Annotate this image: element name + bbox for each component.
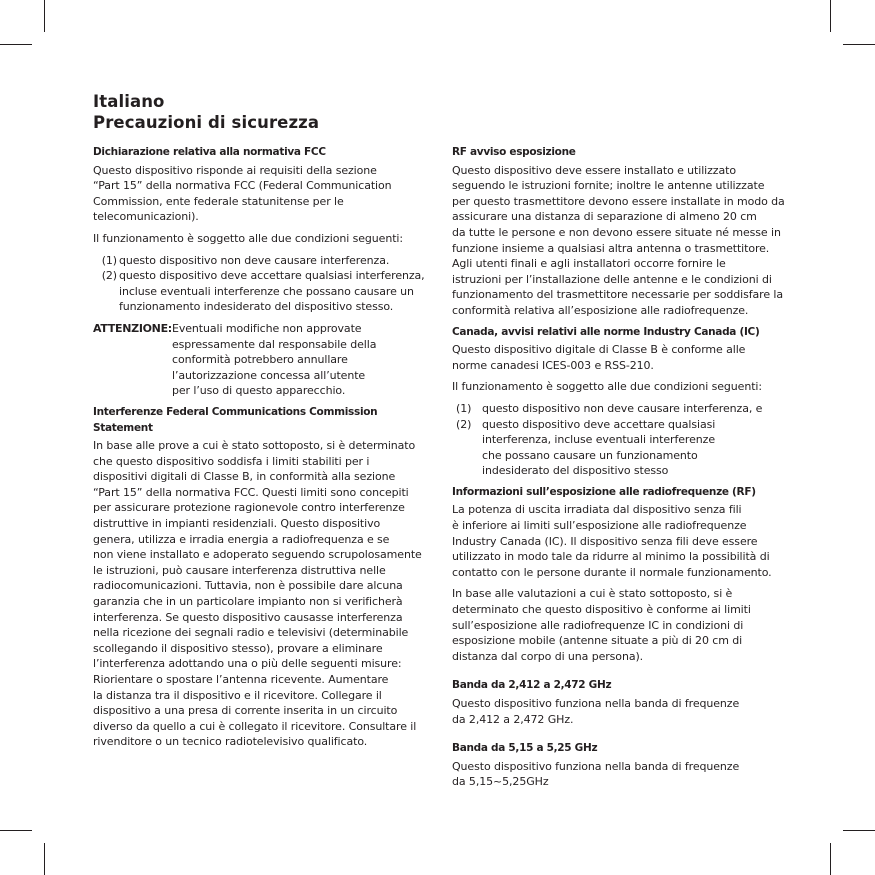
crop-mark xyxy=(843,44,875,45)
section-heading: Precauzioni di sicurezza xyxy=(93,113,320,132)
crop-mark xyxy=(830,843,831,875)
rf-paragraph: Questo dispositivo deve essere installato e utilizzato seguendo le istruzioni fornite; inoltre le antenne utilizzate per questo trasmettitore devono essere installate in modo da assicurare una distanza di separazione di almeno 20 cm da tutte le persone e non devono essere situate né messe in funzione insieme a qualsiasi altra antenna o trasmettitore. Agli utenti finali e agli installatori occorre fornire le istruzioni per l’installazione delle antenne e le condizioni di funzionamento del trasmettitore necessarie per soddisfare la conformità relativa all’esposizione alle radiofrequenze. xyxy=(452,163,785,317)
interference-paragraph: In base alle prove a cui è stato sottoposto, si è determinato che questo dispositivo soddisfa i limiti stabiliti per i dispositivi digitali di Classe B, in conformità alla sezione “Part 15” della normativa FCC. Questi limiti sono concepiti per assicurare protezione ragionevole contro interferenze distruttive in impianti residenziali. Questo dispositivo genera, utilizza e irradia energia a radiofrequenza e se non viene installato e adoperato seguendo scrupolosamente le istruzioni, può causare interferenza distruttiva nelle radiocomunicazioni. Tuttavia, non è possibile dare alcuna garanzia che in un particolare impianto non si verificherà interferenza. Se questo dispositivo causasse interferenza nella ricezione dei segnali radio e televisivi (determinabile scollegando il dispositivo stesso), provare a eliminare l’interferenza adottando una o più delle seguenti misure: Riorientare o spostare l’antenna ricevente. Aumentare la distanza tra il dispositivo e il ricevitore. Collegare il dispositivo a una presa di corrente inserita in un circuito diverso da quello a cui è collegato il ricevitore. Consultare il rivenditore o un tecnico radiotelevisivo qualificato. xyxy=(93,439,422,749)
fcc-paragraph: Questo dispositivo risponde ai requisiti della sezione “Part 15” della normativa FCC (Federal Communication Commission, ente federale statunitense per le telecomunicazioni). xyxy=(93,163,392,224)
crop-mark xyxy=(44,0,45,32)
left-column: Dichiarazione relativa alla normativa FCC Questo dispositivo risponde ai requisiti della sezione “Part 15” della normativa FCC (Federal Communication Commission, ente federale statunitense per le telecomunicazioni). Il funzionamento è soggetto alle due condizioni seguenti: (1) questo dispositivo non deve causare interferenza. (2) questo dispositivo deve accettare qualsiasi interferenza, incluse eventuali interferenze che possano causare un funzionamento indesiderato del dispositivo stesso. ATTENZIONE: Eventuali modifiche non approvate espressamente dal responsabile della conformità potrebbero annullare l’autorizzazione concessa all’utente per l’uso di questo apparecchio. Interferenze Federal Communications Commission Statement In base alle prove a cui è stato sottoposto, si è determinato che questo dispositivo soddisfa i limiti stabiliti per i dispositivi digitali di Classe B, in conformità alla sezione “Part 15” della normativa FCC. Questi limiti sono concepiti per assicurare protezione ragionevole contro interferenze distruttive in impianti residenziali. Questo dispositivo genera, utilizza e irradia energia a radiofrequenza e se non viene installato e adoperato seguendo scrupolosamente le istruzioni, può causare interferenza distruttiva nelle radiocomunicazioni. Tuttavia, non è possibile dare alcuna garanzia che in un particolare impianto non si verificherà interferenza. Se questo dispositivo causasse interferenza nella ricezione dei segnali radio e televisivi (determinabile scollegando il dispositivo stesso), provare a eliminare l’interferenza adottando una o più delle seguenti misure: Riorientare o spostare l’antenna ricevente. Aumentare la distanza tra il dispositivo e il ricevitore. Collegare il dispositivo a una presa di corrente inserita in un circuito diverso da quello a cui è collegato il ricevitore. Consultare il rivenditore o un tecnico radiotelevisivo qualificato. xyxy=(93,146,425,749)
band2-paragraph: Questo dispositivo funziona nella banda di frequenze da 5,15~5,25GHz xyxy=(452,759,740,789)
band2-heading: Banda da 5,15 a 5,25 GHz xyxy=(452,742,598,755)
crop-mark xyxy=(0,44,32,45)
list-item: (1) questo dispositivo non deve causare interferenza, e xyxy=(456,401,763,415)
list-item: (2) questo dispositivo deve accettare qualsiasi xyxy=(456,417,716,431)
rf-info-heading: Informazioni sull’esposizione alle radiofrequenze (RF) xyxy=(452,485,756,498)
evaluation-paragraph: In base alle valutazioni a cui è stato sottoposto, si è determinato che questo dispositivo è conforme ai limiti sull’esposizione alle radiofrequenze IC in condizioni di esposizione mobile (antenne situate a più di 20 cm di distanza dal corpo di una persona). xyxy=(452,587,751,663)
conditions-intro: Il funzionamento è soggetto alle due condizioni seguenti: xyxy=(452,380,762,394)
rf-info-paragraph: La potenza di uscita irradiata dal dispositivo senza fili è inferiore ai limiti sull’esposizione alle radiofrequenze Industry Canada (IC). Il dispositivo senza fili deve essere utilizzato in modo tale da ridurre al minimo la possibilità di contatto con le persone durante il normale funzionamento. xyxy=(452,503,772,579)
rf-heading: RF avviso esposizione xyxy=(452,146,576,158)
interference-heading: Interferenze Federal Communications Commission Statement xyxy=(93,405,378,434)
list-item: (2) questo dispositivo deve accettare qualsiasi interferenza, xyxy=(101,269,425,283)
canada-paragraph: Questo dispositivo digitale di Classe B è conforme alle norme canadesi ICES-003 e RSS-210. xyxy=(452,343,746,372)
language-label: Italiano xyxy=(93,92,165,111)
crop-mark xyxy=(843,830,875,831)
warning-block: ATTENZIONE: Eventuali modifiche non approvate espressamente dal responsabile della conformità potrebbero annullare l’autorizzazione concessa all’utente per l’uso di questo apparecchio. xyxy=(93,321,377,398)
crop-mark xyxy=(0,830,32,831)
warning-label: ATTENZIONE: xyxy=(93,321,172,335)
canada-heading: Canada, avvisi relativi alle norme Industry Canada (IC) xyxy=(452,325,760,338)
right-column: RF avviso esposizione Questo dispositivo deve essere installato e utilizzato seguendo le istruzioni fornite; inoltre le antenne utilizzate per questo trasmettitore devono essere installate in modo da assicurare una distanza di separazione di almeno 20 cm da tutte le persone e non devono essere situate né messe in funzione insieme a qualsiasi altra antenna o trasmettitore. Agli utenti finali e agli installatori occorre fornire le istruzioni per l’installazione delle antenne e le condizioni di funzionamento del trasmettitore necessarie per soddisfare la conformità relativa all’esposizione alle radiofrequenze. Canada, avvisi relativi alle norme Industry Canada (IC) Questo dispositivo digitale di Classe B è conforme alle norme canadesi ICES-003 e RSS-210. Il funzionamento è soggetto alle due condizioni seguenti: (1) questo dispositivo non deve causare interferenza, e (2) questo dispositivo deve accettare qualsiasi interferenza, incluse eventuali interferenze che possano causare un funzionamento indesiderato del dispositivo stesso Informazioni sull’esposizione alle radiofrequenze (RF) La potenza di uscita irradiata dal dispositivo senza fili è inferiore ai limiti sull’esposizione alle radiofrequenze Industry Canada (IC). Il dispositivo senza fili deve essere utilizzato in modo tale da ridurre al minimo la possibilità di contatto con le persone durante il normale funzionamento. In base alle valutazioni a cui è stato sottoposto, si è determinato che questo dispositivo è conforme ai limiti sull’esposizione alle radiofrequenze IC in condizioni di esposizione mobile (antenne situate a più di 20 cm di distanza dal corpo di una persona). Banda da 2,412 a 2,472 GHz Questo dispositivo funziona nella banda di frequenze da 2,412 a 2,472 GHz. Banda da 5,15 a 5,25 GHz Questo dispositivo funziona nella banda di frequenze da 5,15~5,25GHz xyxy=(452,146,785,789)
crop-mark xyxy=(44,843,45,875)
band1-heading: Banda da 2,412 a 2,472 GHz xyxy=(452,679,612,692)
crop-mark xyxy=(830,0,831,32)
list-item: (1) questo dispositivo non deve causare interferenza. xyxy=(101,253,390,267)
band1-paragraph: Questo dispositivo funziona nella banda di frequenze da 2,412 a 2,472 GHz. xyxy=(452,697,740,726)
fcc-heading: Dichiarazione relativa alla normativa FCC xyxy=(93,146,326,158)
page-title xyxy=(93,91,319,133)
conditions-intro: Il funzionamento è soggetto alle due condizioni seguenti: xyxy=(93,231,403,245)
